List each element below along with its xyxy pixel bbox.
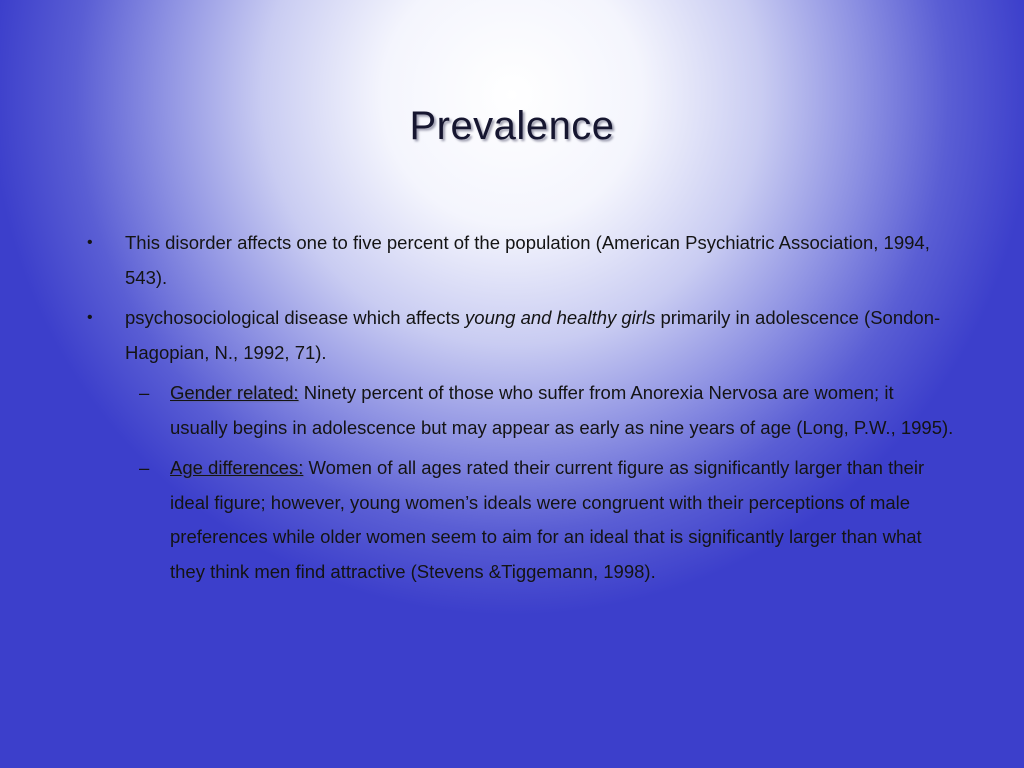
bullet-marker: •	[87, 309, 93, 326]
sub-bullet-text: Women of all ages rated their current figure as significantly larger than their ideal figure; however, young women’s ideals were congruent with their perceptions of male preferences while older women seem to aim for an ideal that is significantly larger than what they think men find attractive (Stevens &Tiggemann, 1998).	[170, 457, 925, 582]
sub-bullet-text: Ninety percent of those who suffer from Anorexia Nervosa are women; it usually begins in adolescence but may appear as early as nine years of age (Long, P.W., 1995).	[170, 382, 954, 438]
bullet-text: This disorder affects one to five percent of the population (American Psychiatric Association, 1994, 543).	[125, 232, 930, 288]
slide-content	[85, 226, 955, 595]
bullet-marker: •	[87, 234, 93, 251]
slide-title: Prevalence	[409, 104, 615, 148]
sub-bullet-marker: –	[139, 382, 150, 403]
sub-bullet-item	[85, 451, 955, 589]
bullet-item	[85, 226, 955, 295]
sub-bullet-heading: Gender related:	[170, 382, 299, 403]
bullet-item	[85, 301, 955, 370]
bullet-text-start: psychosociological disease which affects	[125, 307, 466, 328]
bullet-text-emphasis: young and healthy girls	[465, 307, 656, 328]
sub-bullet-marker: –	[139, 457, 150, 478]
sub-bullet-heading: Age differences:	[170, 457, 304, 478]
bullet-text-end: primarily in adolescence (Sondon-Hagopian, N., 1992, 71).	[125, 307, 941, 363]
sub-bullet-item	[85, 376, 955, 445]
